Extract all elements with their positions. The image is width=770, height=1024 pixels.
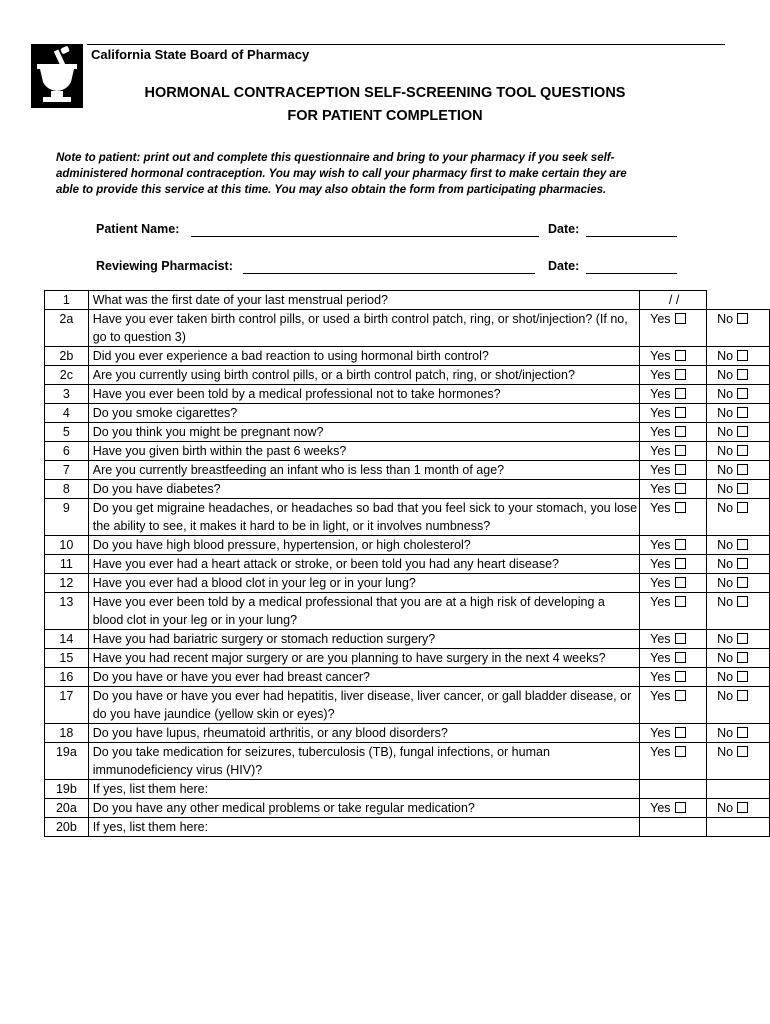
yes-option[interactable] (640, 499, 707, 536)
reviewing-pharmacist-field[interactable] (243, 273, 535, 274)
no-option[interactable] (707, 555, 770, 574)
no-option[interactable] (707, 630, 770, 649)
question-row (45, 480, 770, 499)
reviewing-pharmacist-label: Reviewing Pharmacist: (96, 259, 233, 273)
question-row (45, 630, 770, 649)
checkbox-icon[interactable] (675, 596, 686, 607)
question-number: 7 (45, 461, 89, 480)
checkbox-icon[interactable] (737, 690, 748, 701)
question-text: Have you ever been told by a medical professional that you are at a high risk of developing a blood clot in your leg or in your lung? (88, 593, 639, 630)
question-row (45, 799, 770, 818)
no-label: No (717, 406, 734, 420)
checkbox-icon[interactable] (675, 652, 686, 663)
question-text: Have you had bariatric surgery or stomach reduction surgery? (88, 630, 639, 649)
yes-label: Yes (650, 368, 671, 382)
yes-option[interactable] (640, 385, 707, 404)
checkbox-icon[interactable] (737, 727, 748, 738)
no-label: No (717, 501, 734, 515)
no-label: No (717, 349, 734, 363)
question-row (45, 574, 770, 593)
question-number: 18 (45, 724, 89, 743)
checkbox-icon[interactable] (675, 558, 686, 569)
question-text: Have you had recent major surgery or are you planning to have surgery in the next 4 weeks? (88, 649, 639, 668)
checkbox-icon[interactable] (675, 313, 686, 324)
no-option[interactable] (707, 536, 770, 555)
question-number: 2a (45, 310, 89, 347)
no-option[interactable] (707, 499, 770, 536)
yes-option[interactable] (640, 799, 707, 818)
header-rule (87, 44, 725, 45)
date-label-2: Date: (548, 259, 580, 273)
question-text: Do you have any other medical problems or take regular medication? (88, 799, 639, 818)
question-number: 1 (45, 291, 89, 310)
no-label: No (717, 651, 734, 665)
question-row (45, 780, 770, 799)
question-number: 15 (45, 649, 89, 668)
yes-option[interactable] (640, 536, 707, 555)
yes-option[interactable] (640, 461, 707, 480)
yes-label: Yes (650, 406, 671, 420)
question-text: Have you given birth within the past 6 weeks? (88, 442, 639, 461)
no-label: No (717, 538, 734, 552)
question-number: 20b (45, 818, 89, 837)
no-label: No (717, 368, 734, 382)
checkbox-icon[interactable] (737, 502, 748, 513)
question-number: 2c (45, 366, 89, 385)
empty-cell (707, 291, 770, 310)
empty-cell (640, 818, 707, 837)
date-field-1[interactable] (586, 236, 677, 237)
question-number: 14 (45, 630, 89, 649)
checkbox-icon[interactable] (675, 802, 686, 813)
no-option[interactable] (707, 687, 770, 724)
yes-option[interactable] (640, 574, 707, 593)
question-number: 3 (45, 385, 89, 404)
yes-label: Yes (650, 632, 671, 646)
checkbox-icon[interactable] (675, 690, 686, 701)
checkbox-icon[interactable] (737, 633, 748, 644)
no-label: No (717, 387, 734, 401)
yes-label: Yes (650, 501, 671, 515)
yes-label: Yes (650, 670, 671, 684)
yes-label: Yes (650, 745, 671, 759)
yes-option[interactable] (640, 347, 707, 366)
checkbox-icon[interactable] (737, 652, 748, 663)
no-label: No (717, 425, 734, 439)
no-option[interactable] (707, 461, 770, 480)
empty-cell (707, 780, 770, 799)
question-number: 5 (45, 423, 89, 442)
yes-option[interactable] (640, 480, 707, 499)
question-text: Have you ever been told by a medical professional not to take hormones? (88, 385, 639, 404)
no-option[interactable] (707, 668, 770, 687)
question-text: Do you smoke cigarettes? (88, 404, 639, 423)
no-option[interactable] (707, 649, 770, 668)
yes-label: Yes (650, 538, 671, 552)
checkbox-icon[interactable] (737, 746, 748, 757)
yes-label: Yes (650, 349, 671, 363)
yes-option[interactable] (640, 687, 707, 724)
question-text: Do you think you might be pregnant now? (88, 423, 639, 442)
no-option[interactable] (707, 743, 770, 780)
no-option[interactable] (707, 442, 770, 461)
checkbox-icon[interactable] (675, 388, 686, 399)
no-option[interactable] (707, 347, 770, 366)
no-label: No (717, 576, 734, 590)
yes-option[interactable] (640, 555, 707, 574)
checkbox-icon[interactable] (737, 313, 748, 324)
question-number: 16 (45, 668, 89, 687)
no-option[interactable] (707, 404, 770, 423)
question-row (45, 743, 770, 780)
no-label: No (717, 463, 734, 477)
yes-option[interactable] (640, 593, 707, 630)
yes-label: Yes (650, 425, 671, 439)
no-label: No (717, 726, 734, 740)
no-label: No (717, 444, 734, 458)
question-row (45, 291, 770, 310)
question-number: 13 (45, 593, 89, 630)
yes-label: Yes (650, 444, 671, 458)
question-text: Do you have lupus, rheumatoid arthritis, or any blood disorders? (88, 724, 639, 743)
checkbox-icon[interactable] (675, 727, 686, 738)
question-text: Have you ever had a heart attack or stroke, or been told you had any heart disease? (88, 555, 639, 574)
question-number: 17 (45, 687, 89, 724)
question-row (45, 366, 770, 385)
menstrual-date-field[interactable]: / / (640, 291, 707, 310)
checkbox-icon[interactable] (737, 407, 748, 418)
yes-label: Yes (650, 595, 671, 609)
checkbox-icon[interactable] (737, 596, 748, 607)
yes-label: Yes (650, 726, 671, 740)
question-row (45, 555, 770, 574)
question-text: Do you have or have you ever had hepatitis, liver disease, liver cancer, or gall bladder disease, or do you have jaundice (yellow skin or eyes)? (88, 687, 639, 724)
yes-option[interactable] (640, 423, 707, 442)
empty-cell (640, 780, 707, 799)
checkbox-icon[interactable] (737, 483, 748, 494)
checkbox-icon[interactable] (737, 558, 748, 569)
organization-name: California State Board of Pharmacy (91, 47, 310, 62)
checkbox-icon[interactable] (675, 407, 686, 418)
no-option[interactable] (707, 480, 770, 499)
question-text: Do you have or have you ever had breast cancer? (88, 668, 639, 687)
yes-label: Yes (650, 557, 671, 571)
no-label: No (717, 632, 734, 646)
question-number: 8 (45, 480, 89, 499)
question-number: 12 (45, 574, 89, 593)
question-text: Do you have diabetes? (88, 480, 639, 499)
no-option[interactable] (707, 423, 770, 442)
question-row (45, 385, 770, 404)
question-number: 4 (45, 404, 89, 423)
checkbox-icon[interactable] (737, 426, 748, 437)
yes-option[interactable] (640, 743, 707, 780)
no-label: No (717, 312, 734, 326)
question-text: If yes, list them here: (88, 818, 639, 837)
yes-label: Yes (650, 482, 671, 496)
yes-label: Yes (650, 651, 671, 665)
yes-option[interactable] (640, 724, 707, 743)
question-text: Have you ever had a blood clot in your leg or in your lung? (88, 574, 639, 593)
checkbox-icon[interactable] (737, 445, 748, 456)
form-title-line-1: HORMONAL CONTRACEPTION SELF-SCREENING TOOL QUESTIONS (144, 85, 626, 101)
checkbox-icon[interactable] (675, 445, 686, 456)
checkbox-icon[interactable] (675, 502, 686, 513)
yes-option[interactable] (640, 404, 707, 423)
no-label: No (717, 670, 734, 684)
checkbox-icon[interactable] (737, 802, 748, 813)
checkbox-icon[interactable] (675, 671, 686, 682)
empty-cell (707, 818, 770, 837)
patient-note-line-1: Note to patient: print out and complete this questionnaire and bring to your pharmacy if you seek self- (56, 152, 615, 164)
yes-option[interactable] (640, 442, 707, 461)
checkbox-icon[interactable] (675, 350, 686, 361)
no-label: No (717, 745, 734, 759)
question-number: 19b (45, 780, 89, 799)
checkbox-icon[interactable] (737, 539, 748, 550)
question-row (45, 499, 770, 536)
patient-name-label: Patient Name: (96, 222, 180, 236)
question-text: What was the first date of your last menstrual period? (88, 291, 639, 310)
yes-option[interactable] (640, 366, 707, 385)
yes-label: Yes (650, 576, 671, 590)
checkbox-icon[interactable] (737, 369, 748, 380)
patient-name-field[interactable] (191, 236, 539, 237)
yes-option[interactable] (640, 310, 707, 347)
question-text: Do you get migraine headaches, or headaches so bad that you feel sick to your stomach, you lose the ability to see, it makes it hard to be in light, or it involves numbness? (88, 499, 639, 536)
checkbox-icon[interactable] (675, 369, 686, 380)
question-number: 9 (45, 499, 89, 536)
no-option[interactable] (707, 593, 770, 630)
question-number: 19a (45, 743, 89, 780)
checkbox-icon[interactable] (675, 483, 686, 494)
no-label: No (717, 595, 734, 609)
yes-label: Yes (650, 463, 671, 477)
question-row (45, 818, 770, 837)
question-text: Do you take medication for seizures, tuberculosis (TB), fungal infections, or human immunodeficiency virus (HIV)? (88, 743, 639, 780)
question-text: Do you have high blood pressure, hypertension, or high cholesterol? (88, 536, 639, 555)
checkbox-icon[interactable] (737, 350, 748, 361)
question-text: Are you currently using birth control pills, or a birth control patch, ring, or shot/injection? (88, 366, 639, 385)
question-text: Are you currently breastfeeding an infant who is less than 1 month of age? (88, 461, 639, 480)
question-row (45, 724, 770, 743)
checkbox-icon[interactable] (675, 464, 686, 475)
form-title-line-2: FOR PATIENT COMPLETION (287, 108, 483, 124)
question-row (45, 461, 770, 480)
yes-option[interactable] (640, 649, 707, 668)
checkbox-icon[interactable] (675, 577, 686, 588)
yes-label: Yes (650, 312, 671, 326)
question-row (45, 347, 770, 366)
no-label: No (717, 801, 734, 815)
question-number: 2b (45, 347, 89, 366)
question-number: 20a (45, 799, 89, 818)
no-option[interactable] (707, 574, 770, 593)
checkbox-icon[interactable] (737, 577, 748, 588)
question-row (45, 536, 770, 555)
patient-note-line-3: able to provide this service at this time. You may also obtain the form from participating pharmacies. (56, 184, 607, 196)
question-text: Did you ever experience a bad reaction to using hormonal birth control? (88, 347, 639, 366)
question-row (45, 423, 770, 442)
no-label: No (717, 689, 734, 703)
yes-option[interactable] (640, 668, 707, 687)
question-row (45, 593, 770, 630)
checkbox-icon[interactable] (737, 464, 748, 475)
question-row (45, 442, 770, 461)
question-text: If yes, list them here: (88, 780, 639, 799)
no-label: No (717, 482, 734, 496)
no-option[interactable] (707, 724, 770, 743)
date-label-1: Date: (548, 222, 580, 236)
checkbox-icon[interactable] (675, 539, 686, 550)
no-label: No (717, 557, 734, 571)
yes-option[interactable] (640, 630, 707, 649)
question-number: 10 (45, 536, 89, 555)
yes-label: Yes (650, 387, 671, 401)
no-option[interactable] (707, 310, 770, 347)
question-row (45, 310, 770, 347)
patient-note-line-2: administered hormonal contraception. You may wish to call your pharmacy first to make certain they are (56, 168, 627, 180)
no-option[interactable] (707, 366, 770, 385)
checkbox-icon[interactable] (737, 388, 748, 399)
checkbox-icon[interactable] (675, 426, 686, 437)
checkbox-icon[interactable] (675, 633, 686, 644)
question-number: 11 (45, 555, 89, 574)
question-text: Have you ever taken birth control pills, or used a birth control patch, ring, or shot/injection? (If no, go to question 3) (88, 310, 639, 347)
yes-label: Yes (650, 689, 671, 703)
screening-questions-table (44, 290, 770, 837)
question-row (45, 668, 770, 687)
no-option[interactable] (707, 799, 770, 818)
question-row (45, 649, 770, 668)
checkbox-icon[interactable] (737, 671, 748, 682)
question-row (45, 687, 770, 724)
question-number: 6 (45, 442, 89, 461)
no-option[interactable] (707, 385, 770, 404)
date-field-2[interactable] (586, 273, 677, 274)
yes-label: Yes (650, 801, 671, 815)
question-row (45, 404, 770, 423)
checkbox-icon[interactable] (675, 746, 686, 757)
